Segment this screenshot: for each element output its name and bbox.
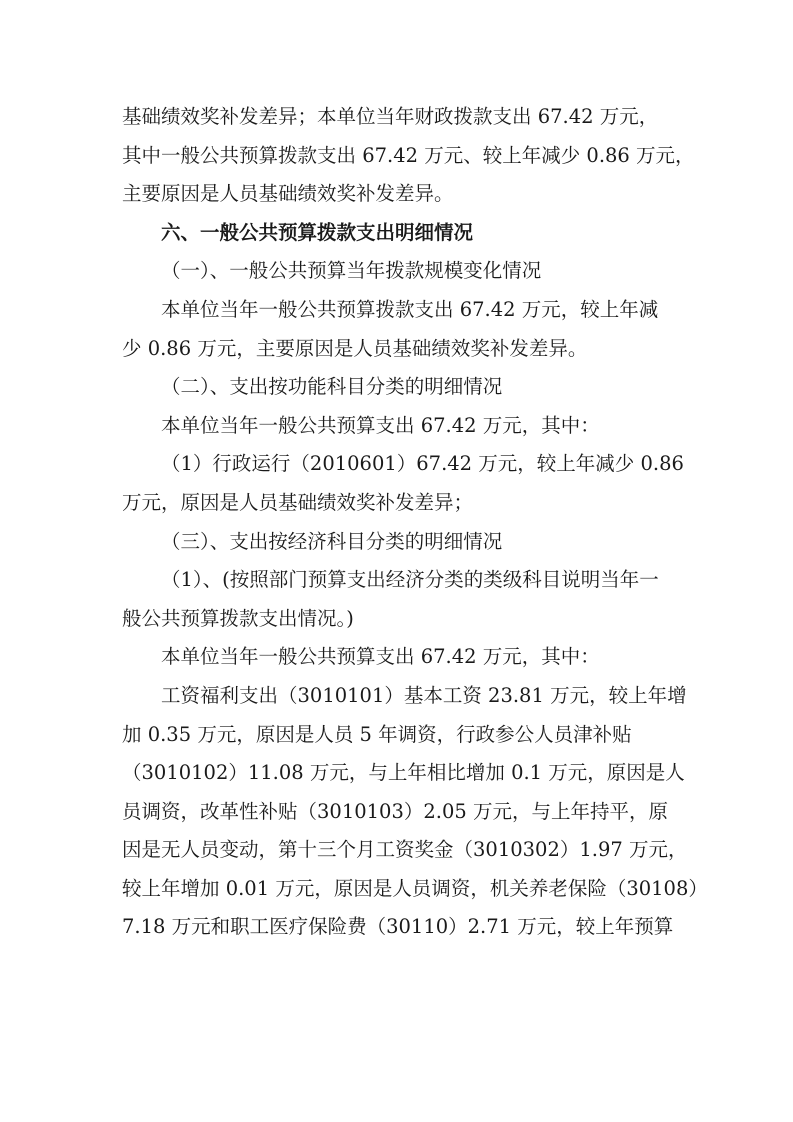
text-line: （3010102）11.08 万元，与上年相比增加 0.1 万元，原因是人 [122,761,685,785]
heading-text: 六、一般公共预算拨款支出明细情况 [161,220,474,244]
text-line: 主要原因是人员基础绩效奖补发差异。 [122,182,454,206]
subheading-text: （一）、一般公共预算当年拨款规模变化情况 [161,259,542,283]
text-line: （1）、(按照部门预算支出经济分类的类级科目说明当年一 [161,568,659,592]
text-line: 万元，原因是人员基础绩效奖补发差异； [122,490,474,514]
text-line: 较上年增加 0.01 万元，原因是人员调资，机关养老保险（30108） [122,876,708,900]
paragraph-admin-operation [122,445,702,522]
text-line: 般公共预算拨款支出情况。) [122,606,354,630]
subsection-heading-2 [122,368,702,407]
paragraph-salary-details [122,677,708,947]
paragraph-economic-total [122,638,702,677]
text-line: 其中一般公共预算拨款支出 67.42 万元、较上年减少 0.86 万元， [122,143,695,167]
text-line: 少 0.86 万元，主要原因是人员基础绩效奖补发差异。 [122,336,588,360]
text-line: 7.18 万元和职工医疗保险费（30110）2.71 万元，较上年预算 [122,915,674,939]
section-heading-6 [122,214,702,253]
subsection-heading-1 [122,252,702,291]
text-line: 工资福利支出（3010101）基本工资 23.81 万元，较上年增 [161,683,687,707]
document-body [122,98,708,947]
paragraph-budget-scale [122,291,702,368]
text-line: 本单位当年一般公共预算拨款支出 67.42 万元，较上年减 [161,297,659,321]
paragraph-economic-note [122,561,702,638]
text-line: 员调资，改革性补贴（3010103）2.05 万元，与上年持平，原 [122,799,668,823]
text-line: （1）行政运行（2010601）67.42 万元，较上年减少 0.86 [161,452,684,476]
text-line: 加 0.35 万元，原因是人员 5 年调资，行政参公人员津补贴 [122,722,632,746]
subheading-text: （二）、支出按功能科目分类的明细情况 [161,375,503,399]
subsection-heading-3 [122,523,702,562]
paragraph-finance-summary [122,98,702,214]
text-line: 本单位当年一般公共预算支出 67.42 万元，其中： [161,413,600,437]
text-line: 因是无人员变动，第十三个月工资奖金（3010302）1.97 万元， [122,838,688,862]
text-line: 基础绩效奖补发差异；本单位当年财政拨款支出 67.42 万元， [122,105,659,128]
subheading-text: （三）、支出按经济科目分类的明细情况 [161,529,503,553]
text-line: 本单位当年一般公共预算支出 67.42 万元，其中： [161,645,600,669]
paragraph-function-total [122,407,702,446]
